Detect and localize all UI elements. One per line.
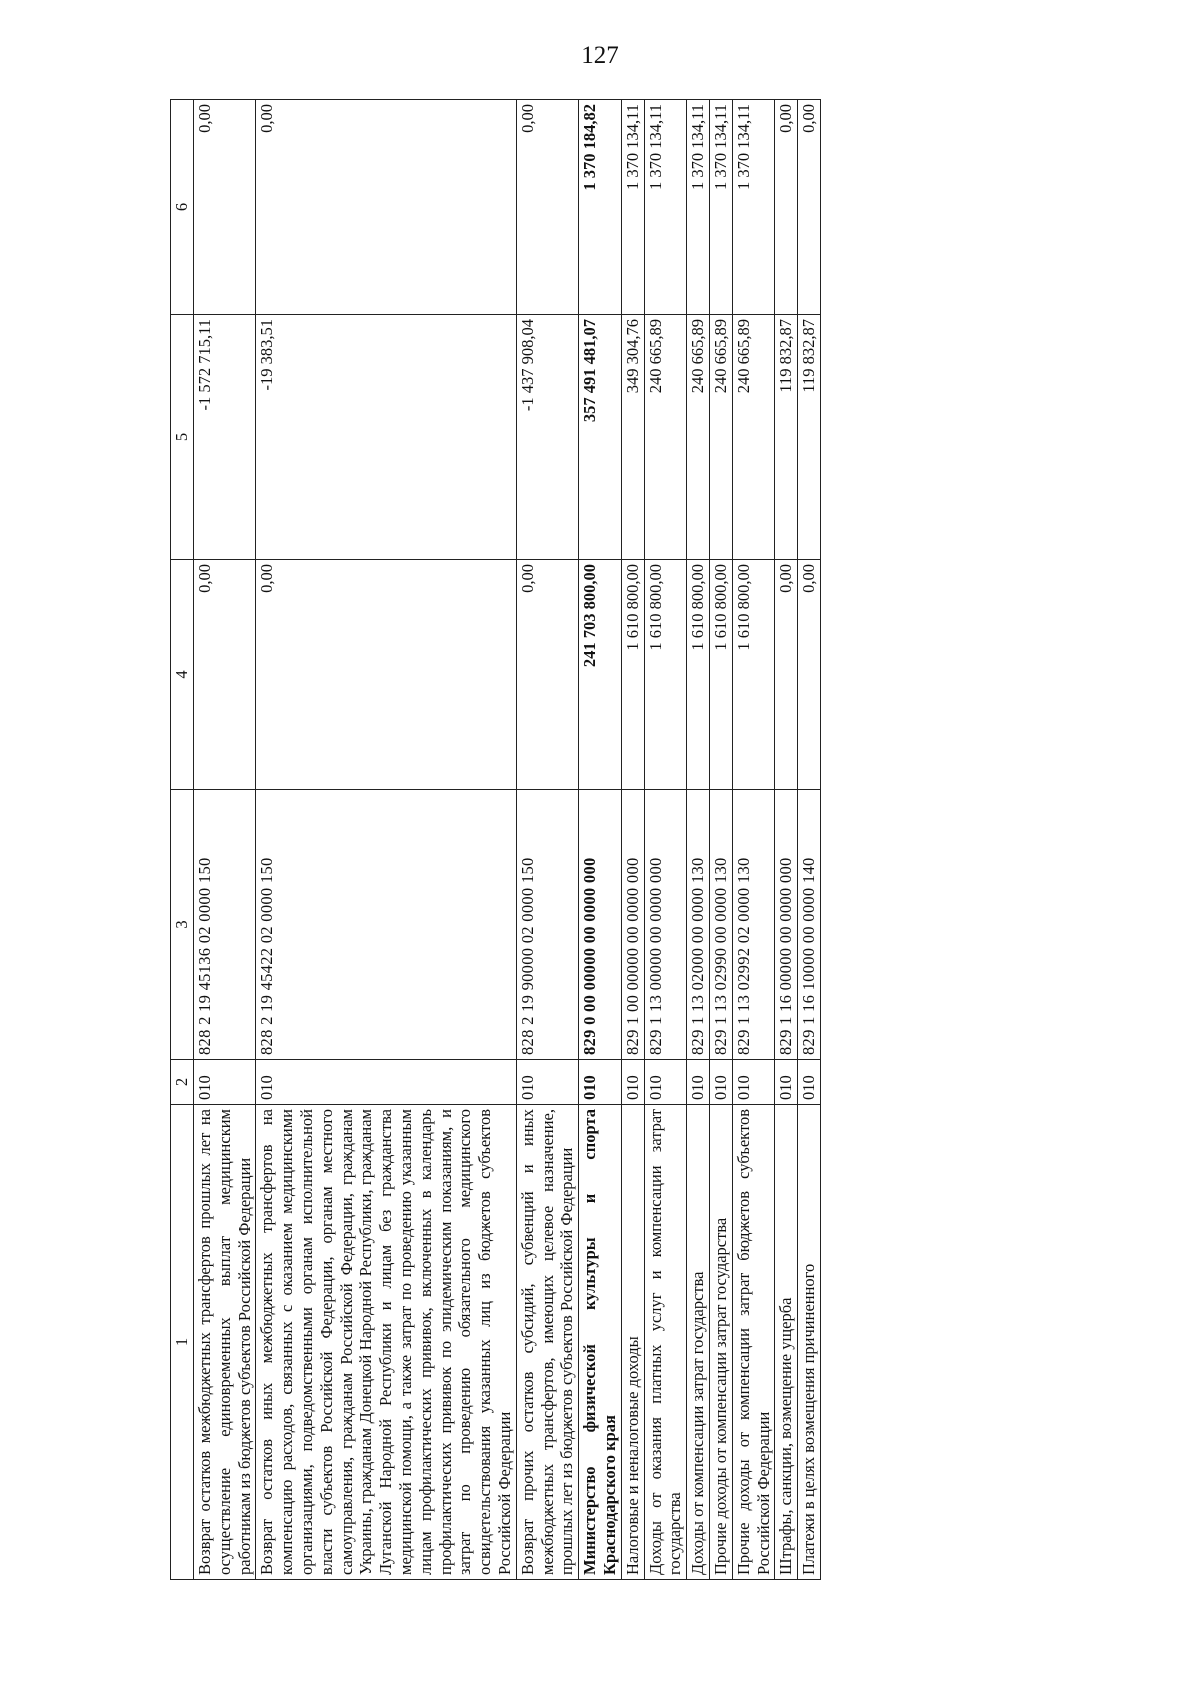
row-value-col4: 0,00 [775,560,798,790]
row-value-col4: 0,00 [798,560,821,790]
page-number: 127 [581,42,619,69]
rotated-table-container [170,100,1020,1580]
row-code: 010 [516,1060,578,1105]
row-description: Штрафы, санкции, возмещение ущерба [775,1105,798,1580]
row-value-col6: 0,00 [516,100,578,315]
row-value-col6: 0,00 [798,100,821,315]
table-row [732,100,775,1580]
row-description: Налоговые и неналоговые доходы [621,1105,644,1580]
row-code: 010 [798,1060,821,1105]
row-budget-code: 829 1 13 02992 02 0000 130 [732,790,775,1060]
row-value-col5: -1 572 715,11 [194,315,256,560]
row-budget-code: 829 1 13 00000 00 0000 000 [644,790,687,1060]
row-code: 010 [579,1060,622,1105]
row-code: 010 [621,1060,644,1105]
table-row [256,100,516,1580]
table-row [194,100,256,1580]
row-description: Прочие доходы от компенсации затрат бюджетов субъектов Российской Федерации [732,1105,775,1580]
row-description: Министерство физической культуры и спорта Краснодарского края [579,1105,622,1580]
row-code: 010 [709,1060,732,1105]
row-code: 010 [775,1060,798,1105]
row-value-col5: 119 832,87 [798,315,821,560]
row-value-col6: 1 370 134,11 [644,100,687,315]
row-description: Возврат остатков иных межбюджетных трансфертов на компенсацию расходов, связанных с оказанием медицинскими организациями, подведомственными органам исполнительной власти субъектов Российской Федерации, органам местного самоуправления, гражданам Российской Федерации, гражданам Украины, гражданам Донецкой Народной Республики, гражданам Луганской Народной Республики и лицам без гражданства медицинской помощи, а также затрат по проведению указанным лицам профилактических прививок, включенных в календарь профилактических прививок по эпидемическим показаниям, и затрат по проведению обязательного медицинского освидетельствования указанных лиц из бюджетов субъектов Российской Федерации [256,1105,516,1580]
table-row [644,100,687,1580]
row-value-col4: 0,00 [516,560,578,790]
row-value-col4: 1 610 800,00 [687,560,710,790]
row-value-col4: 0,00 [194,560,256,790]
row-value-col5: -1 437 908,04 [516,315,578,560]
row-budget-code: 829 1 16 00000 00 0000 000 [775,790,798,1060]
row-value-col5: 240 665,89 [687,315,710,560]
column-header: 2 [171,1060,194,1105]
row-budget-code: 828 2 19 45136 02 0000 150 [194,790,256,1060]
row-description: Доходы от компенсации затрат государства [687,1105,710,1580]
row-budget-code: 829 1 13 02000 00 0000 130 [687,790,710,1060]
row-description: Платежи в целях возмещения причиненного [798,1105,821,1580]
table-row [516,100,578,1580]
row-value-col6: 1 370 134,11 [732,100,775,315]
budget-table [170,99,821,1580]
row-value-col6: 1 370 184,82 [579,100,622,315]
row-budget-code: 828 2 19 90000 02 0000 150 [516,790,578,1060]
column-header: 6 [171,100,194,315]
table-row [775,100,798,1580]
table-row [798,100,821,1580]
row-code: 010 [194,1060,256,1105]
column-header: 5 [171,315,194,560]
row-value-col6: 0,00 [775,100,798,315]
row-budget-code: 829 0 00 00000 00 0000 000 [579,790,622,1060]
row-budget-code: 828 2 19 45422 02 0000 150 [256,790,516,1060]
row-code: 010 [256,1060,516,1105]
row-value-col5: -19 383,51 [256,315,516,560]
row-value-col6: 1 370 134,11 [709,100,732,315]
column-header: 3 [171,790,194,1060]
table-row [687,100,710,1580]
row-value-col5: 119 832,87 [775,315,798,560]
row-description: Возврат остатков межбюджетных трансфертов прошлых лет на осуществление единовременных выплат медицинским работникам из бюджетов субъектов Российской Федерации [194,1105,256,1580]
row-value-col6: 1 370 134,11 [621,100,644,315]
row-value-col4: 1 610 800,00 [709,560,732,790]
row-value-col5: 349 304,76 [621,315,644,560]
row-value-col4: 241 703 800,00 [579,560,622,790]
row-value-col5: 240 665,89 [644,315,687,560]
row-value-col4: 0,00 [256,560,516,790]
row-code: 010 [687,1060,710,1105]
row-description: Возврат прочих остатков субсидий, субвенций и иных межбюджетных трансфертов, имеющих целевое назначение, прошлых лет из бюджетов субъектов Российской Федерации [516,1105,578,1580]
header-row [171,100,194,1580]
row-description: Прочие доходы от компенсации затрат государства [709,1105,732,1580]
row-budget-code: 829 1 16 10000 00 0000 140 [798,790,821,1060]
row-description: Доходы от оказания платных услуг и компенсации затрат государства [644,1105,687,1580]
row-budget-code: 829 1 13 02990 00 0000 130 [709,790,732,1060]
column-header: 1 [171,1105,194,1580]
row-value-col5: 240 665,89 [709,315,732,560]
row-value-col4: 1 610 800,00 [732,560,775,790]
row-value-col6: 1 370 134,11 [687,100,710,315]
row-code: 010 [732,1060,775,1105]
table-row [621,100,644,1580]
row-value-col5: 357 491 481,07 [579,315,622,560]
row-value-col6: 0,00 [256,100,516,315]
row-code: 010 [644,1060,687,1105]
column-header: 4 [171,560,194,790]
row-value-col6: 0,00 [194,100,256,315]
row-value-col5: 240 665,89 [732,315,775,560]
table-row [579,100,622,1580]
table-row [709,100,732,1580]
row-value-col4: 1 610 800,00 [644,560,687,790]
row-value-col4: 1 610 800,00 [621,560,644,790]
row-budget-code: 829 1 00 00000 00 0000 000 [621,790,644,1060]
